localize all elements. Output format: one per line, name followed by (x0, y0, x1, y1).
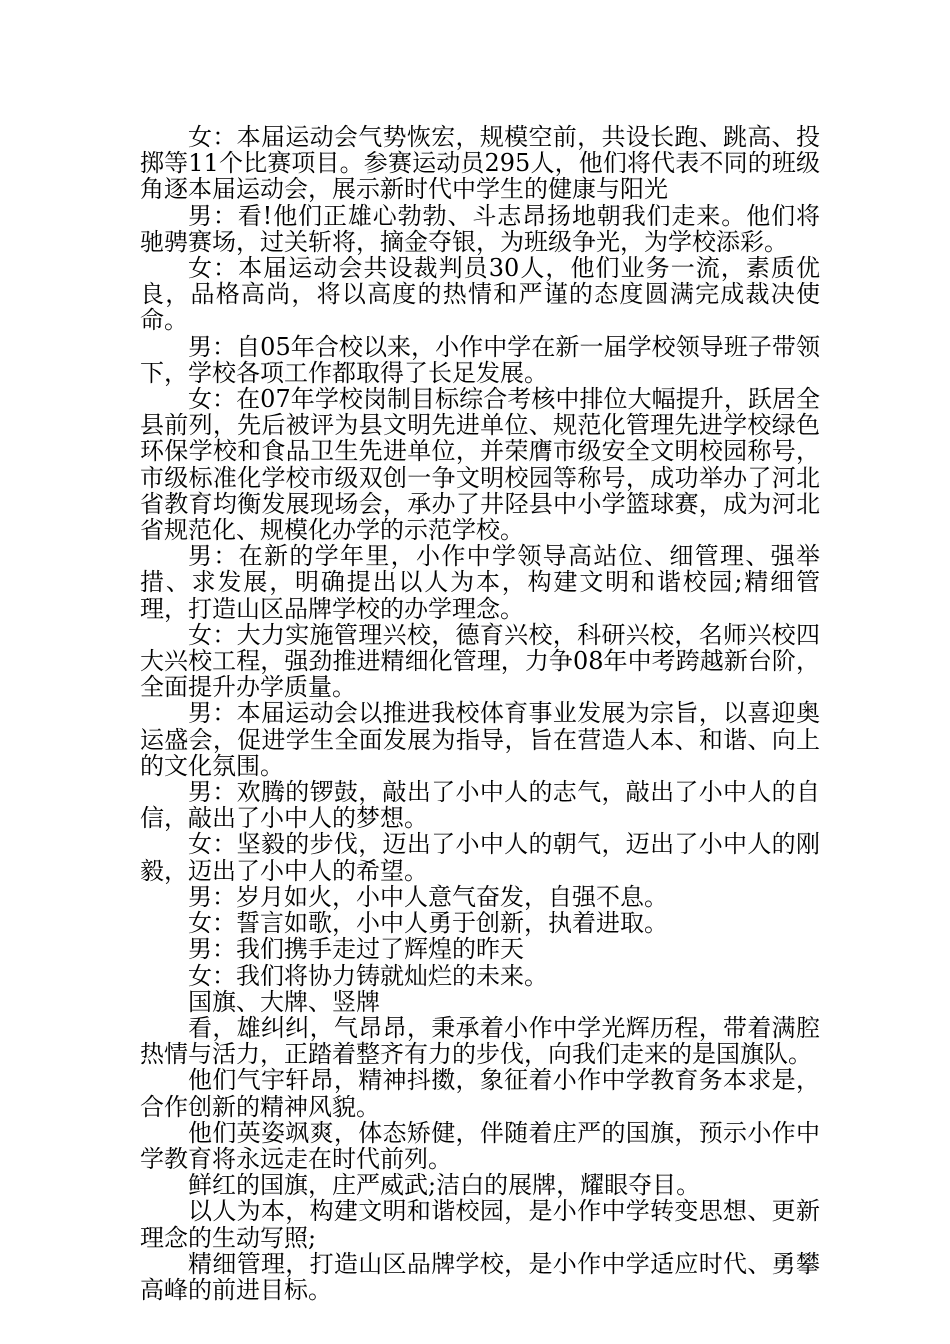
paragraph: 以人为本，构建文明和谐校园，是小作中学转变思想、更新理念的生动写照; (140, 1197, 820, 1252)
paragraph: 女：我们将协力铸就灿烂的未来。 (188, 961, 548, 990)
paragraph: 女：誓言如歌，小中人勇于创新，执着进取。 (188, 909, 668, 938)
paragraph: 精细管理，打造山区品牌学校，是小作中学适应时代、勇攀高峰的前进目标。 (140, 1249, 820, 1304)
paragraph: 男：自05年合校以来，小作中学在新一届学校领导班子带领下，学校各项工作都取得了长足发展。 (140, 332, 820, 387)
paragraph: 鲜红的国旗，庄严威武;洁白的展牌，耀眼夺目。 (188, 1171, 701, 1200)
document-body (140, 124, 820, 1303)
paragraph: 男：在新的学年里，小作中学领导高站位、细管理、强举措、求发展，明确提出以人为本，构建文明和谐校园;精细管理，打造山区品牌学校的办学理念。 (140, 542, 820, 623)
paragraph: 女：大力实施管理兴校，德育兴校，科研兴校，名师兴校四大兴校工程，强劲推进精细化管理，力争08年中考跨越新台阶，全面提升办学质量。 (140, 620, 820, 702)
paragraph: 看，雄纠纠，气昂昂，秉承着小作中学光辉历程，带着满腔热情与活力，正踏着整齐有力的步伐，向我们走来的是国旗队。 (140, 1013, 820, 1069)
paragraph: 国旗、大牌、竖牌 (188, 987, 380, 1016)
paragraph: 男：欢腾的锣鼓，敲出了小中人的志气，敲出了小中人的自信，敲出了小中人的梦想。 (140, 778, 820, 833)
paragraph: 男：看!他们正雄心勃勃、斗志昂扬地朝我们走来。他们将驰骋赛场，过关斩将，摘金夺银，为班级争光，为学校添彩。 (140, 201, 820, 256)
paragraph: 男：岁月如火，小中人意气奋发，自强不息。 (188, 882, 668, 911)
paragraph: 女：本届运动会气势恢宏，规模空前，共设长跑、跳高、投掷等11个比赛项目。参赛运动员295人，他们将代表不同的班级角逐本届运动会，展示新时代中学生的健康与阳光 (140, 123, 820, 204)
paragraph: 女：在07年学校岗制目标综合考核中排位大幅提升，跃居全县前列，先后被评为县文明先进单位、规范化管理先进学校绿色环保学校和食品卫生先进单位，并荣膺市级安全文明校园称号，市级标准化学校市级双创一争文明校园等称号，成功举办了河北省教育均衡发展现场会，承办了井陉县中小学篮球赛，成为河北省规范化、规模化办学的示范学校。 (140, 385, 820, 545)
paragraph: 男：本届运动会以推进我校体育事业发展为宗旨，以喜迎奥运盛会，促进学生全面发展为指导，旨在营造人本、和谐、向上的文化氛围。 (140, 699, 820, 780)
paragraph: 他们气宇轩昂，精神抖擞，象征着小作中学教育务本求是，合作创新的精神风貌。 (140, 1066, 820, 1121)
paragraph: 女：坚毅的步伐，迈出了小中人的朝气，迈出了小中人的刚毅，迈出了小中人的希望。 (140, 830, 820, 885)
paragraph: 女：本届运动会共设裁判员30人，他们业务一流，素质优良，品格高尚，将以高度的热情和严谨的态度圆满完成裁决使命。 (140, 254, 820, 335)
paragraph: 他们英姿飒爽，体态矫健，伴随着庄严的国旗，预示小作中学教育将永远走在时代前列。 (140, 1118, 820, 1173)
paragraph: 男：我们携手走过了辉煌的昨天 (188, 935, 524, 964)
